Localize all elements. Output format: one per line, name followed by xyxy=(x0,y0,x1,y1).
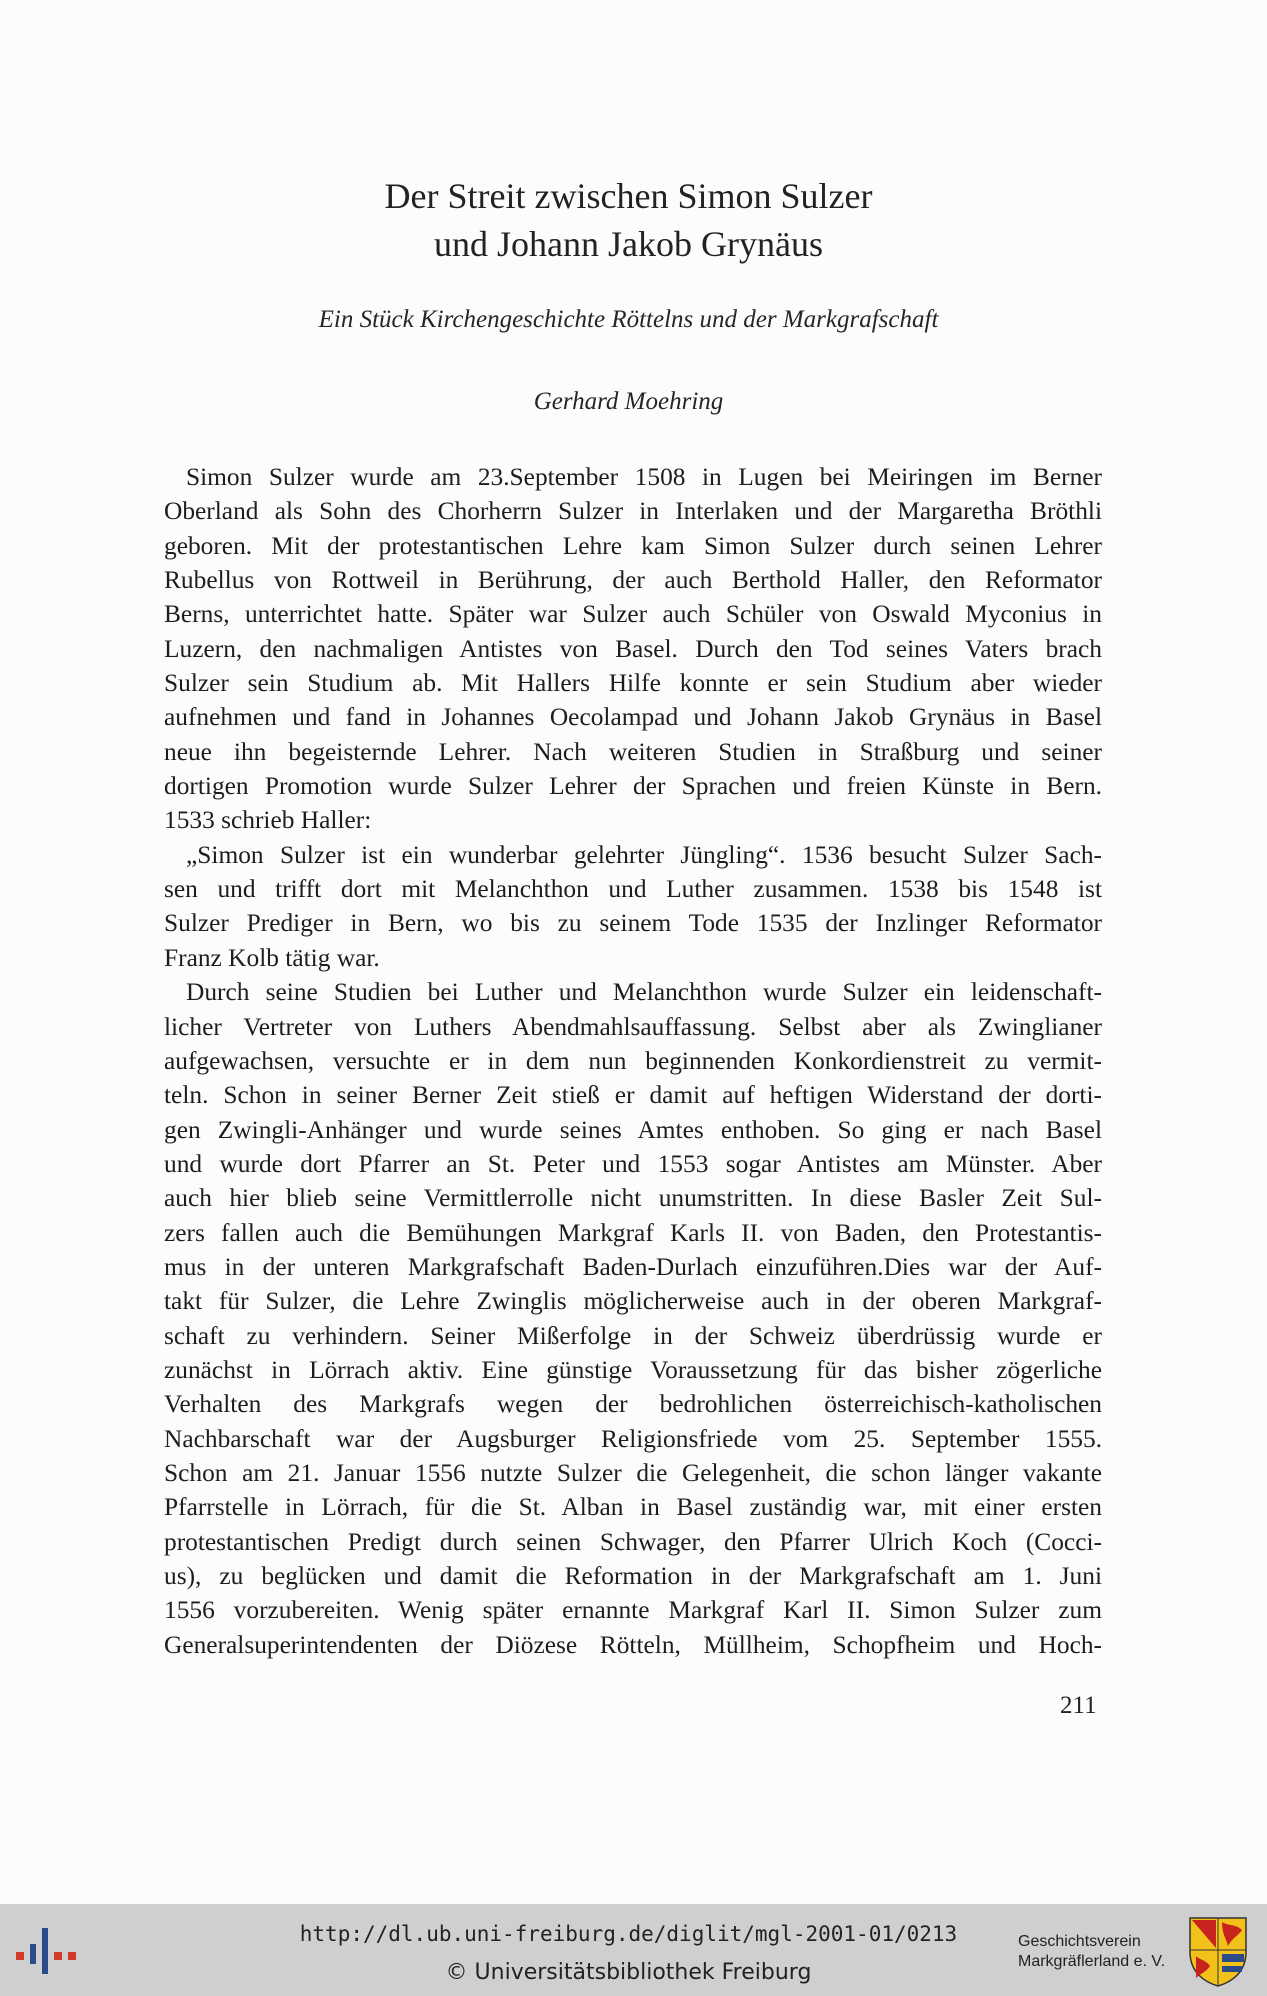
text-line: takt für Sulzer, die Lehre Zwinglis möglicherweise auch in der oberen Markgraf- xyxy=(164,1287,1102,1316)
publisher-line-2: Markgräflerland e. V. xyxy=(1018,1953,1166,1970)
text-line: 1556 vorzubereiten. Wenig später ernannte Markgraf Karl II. Simon Sulzer zum xyxy=(164,1596,1102,1625)
text-line: us), zu beglücken und damit die Reformation in der Markgrafschaft am 1. Juni xyxy=(164,1562,1102,1590)
text-line: Franz Kolb tätig war. xyxy=(164,943,380,972)
article-title xyxy=(0,172,1257,268)
title-line-2: und Johann Jakob Grynäus xyxy=(434,224,823,264)
text-line: Generalsuperintendenten der Diözese Rötteln, Müllheim, Schopfheim und Hoch- xyxy=(164,1630,1102,1659)
text-line: Sulzer Prediger in Bern, wo bis zu seinem Tode 1535 der Inzlinger Reformator xyxy=(164,909,1102,938)
article-body xyxy=(164,460,1102,1662)
coat-of-arms-icon xyxy=(1188,1916,1248,1988)
text-line: Schon am 21. Januar 1556 nutzte Sulzer die Gelegenheit, die schon länger vakante xyxy=(164,1458,1102,1487)
text-line: Durch seine Studien bei Luther und Melanchthon wurde Sulzer ein leidenschaft- xyxy=(186,978,1102,1007)
text-line: Verhalten des Markgrafs wegen der bedrohlichen österreichisch-katholischen xyxy=(164,1390,1102,1419)
text-line: teln. Schon in seiner Berner Zeit stieß er damit auf heftigen Widerstand der dorti- xyxy=(164,1081,1102,1110)
text-line: „Simon Sulzer ist ein wunderbar gelehrter Jüngling“. 1536 besucht Sulzer Sach- xyxy=(186,840,1102,869)
page-number: 211 xyxy=(1060,1692,1097,1719)
source-url-link[interactable]: http://dl.ub.uni-freiburg.de/diglit/mgl-2001-01/0213 xyxy=(299,1922,958,1946)
text-line: Berns, unterrichtet hatte. Später war Sulzer auch Schüler von Oswald Myconius in xyxy=(164,600,1102,629)
text-line: mus in der unteren Markgrafschaft Baden-Durlach einzuführen.Dies war der Auf- xyxy=(164,1252,1102,1281)
copyright-text: © Universitätsbibliothek Freiburg xyxy=(445,1960,812,1985)
footer-bar xyxy=(0,1904,1267,1996)
text-line: Oberland als Sohn des Chorherrn Sulzer in Interlaken und der Margaretha Bröthli xyxy=(164,497,1102,526)
text-line: gen Zwingli-Anhänger und wurde seines Amtes enthoben. So ging er nach Basel xyxy=(164,1115,1102,1144)
text-line: dortigen Promotion wurde Sulzer Lehrer der Sprachen und freien Künste in Bern. xyxy=(164,772,1102,801)
text-line: sen und trifft dort mit Melanchthon und Luther zusammen. 1538 bis 1548 ist xyxy=(164,875,1102,904)
text-line: geboren. Mit der protestantischen Lehre kam Simon Sulzer durch seinen Lehrer xyxy=(164,531,1102,560)
text-line: zunächst in Lörrach aktiv. Eine günstige Voraussetzung für das bisher zögerliche xyxy=(164,1355,1102,1384)
text-line: Nachbarschaft war der Augsburger Religionsfriede vom 25. September 1555. xyxy=(164,1424,1102,1453)
title-line-1: Der Streit zwischen Simon Sulzer xyxy=(384,176,873,216)
article-author: Gerhard Moehring xyxy=(533,388,724,415)
publisher-line-1: Geschichtsverein xyxy=(1018,1933,1141,1950)
text-line: Rubellus von Rottweil in Berührung, der auch Berthold Haller, den Reformator xyxy=(164,566,1102,595)
text-line: 1533 schrieb Haller: xyxy=(164,806,372,835)
article-subtitle: Ein Stück Kirchengeschichte Röttelns und der Markgrafschaft xyxy=(318,306,939,333)
publisher-name xyxy=(1018,1932,1165,1972)
text-line: schaft zu verhindern. Seiner Mißerfolge in der Schweiz überdrüssig wurde er xyxy=(164,1321,1102,1350)
text-line: zers fallen auch die Bemühungen Markgraf Karls II. von Baden, den Protestantis- xyxy=(164,1218,1102,1247)
text-line: Luzern, den nachmaligen Antistes von Basel. Durch den Tod seines Vaters brach xyxy=(164,634,1102,663)
text-line: licher Vertreter von Luthers Abendmahlsauffassung. Selbst aber als Zwinglianer xyxy=(164,1012,1102,1041)
text-line: Simon Sulzer wurde am 23.September 1508 in Lugen bei Meiringen im Berner xyxy=(186,463,1102,491)
text-line: Pfarrstelle in Lörrach, für die St. Alban in Basel zuständig war, mit einer ersten xyxy=(164,1493,1102,1522)
text-line: aufgewachsen, versuchte er in dem nun beginnenden Konkordienstreit zu vermit- xyxy=(164,1046,1102,1075)
text-line: aufnehmen und fand in Johannes Oecolampad und Johann Jakob Grynäus in Basel xyxy=(164,703,1102,732)
text-line: Sulzer sein Studium ab. Mit Hallers Hilfe konnte er sein Studium aber wieder xyxy=(164,669,1102,698)
text-line: auch hier blieb seine Vermittlerrolle nicht unumstritten. In diese Basler Zeit Sul- xyxy=(164,1184,1102,1213)
text-line: protestantischen Predigt durch seinen Schwager, den Pfarrer Ulrich Koch (Cocci- xyxy=(164,1527,1102,1556)
text-line: und wurde dort Pfarrer an St. Peter und 1553 sogar Antistes am Münster. Aber xyxy=(164,1149,1102,1178)
text-line: neue ihn begeisternde Lehrer. Nach weiteren Studien in Straßburg und seiner xyxy=(164,737,1102,766)
